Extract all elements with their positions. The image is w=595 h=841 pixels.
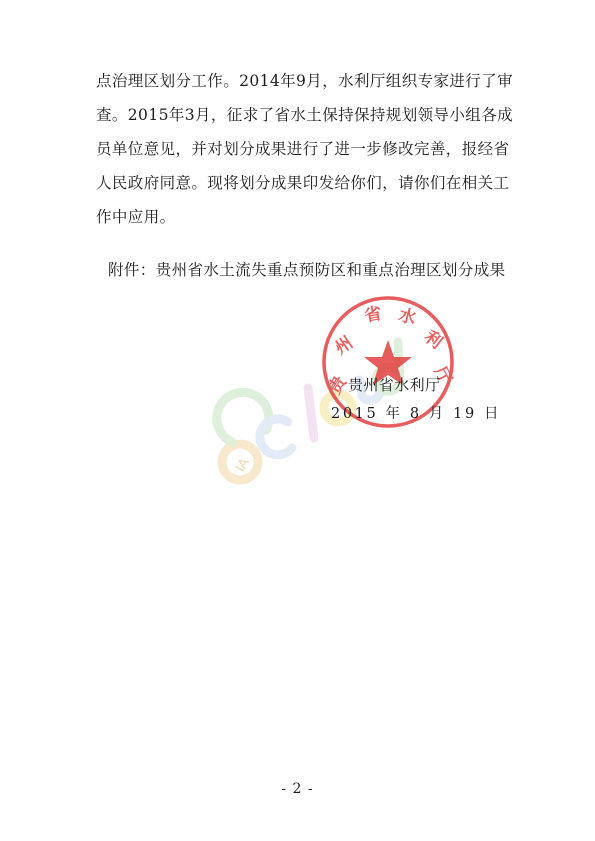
watermark-letter-c (260, 419, 292, 455)
svg-text:省: 省 (363, 303, 384, 327)
issuer-name: 贵州省水利厅 (348, 376, 441, 394)
body-paragraph (96, 64, 516, 234)
svg-text:州: 州 (331, 332, 357, 359)
svg-text:利: 利 (420, 326, 446, 354)
svg-text:厅: 厅 (429, 363, 456, 388)
paragraph-line: 点治理区划分工作。2014年9月，水利厅组织专家进行了审 (96, 72, 514, 90)
paragraph-line: 员单位意见，并对划分成果进行了进一步修改完善，报经省 (96, 140, 510, 158)
svg-text:水: 水 (396, 305, 419, 330)
svg-text:IA: IA (231, 454, 253, 475)
paragraph-line: 查。2015年3月，征求了省水土保持保持规划领导小组各成 (96, 106, 514, 124)
issue-date: 2015 年 8 月 19 日 (331, 406, 502, 422)
paragraph-line: 作中应用。 (96, 208, 176, 226)
watermark-letter-l (308, 388, 314, 438)
page-number: - 2 - (281, 781, 314, 797)
paragraph-line: 人民政府同意。现将划分成果印发给你们，请你们在相关工 (96, 174, 510, 192)
attachment-line: 附件：贵州省水土流失重点预防区和重点治理区划分成果 (108, 261, 506, 279)
svg-text:贵: 贵 (324, 372, 351, 398)
